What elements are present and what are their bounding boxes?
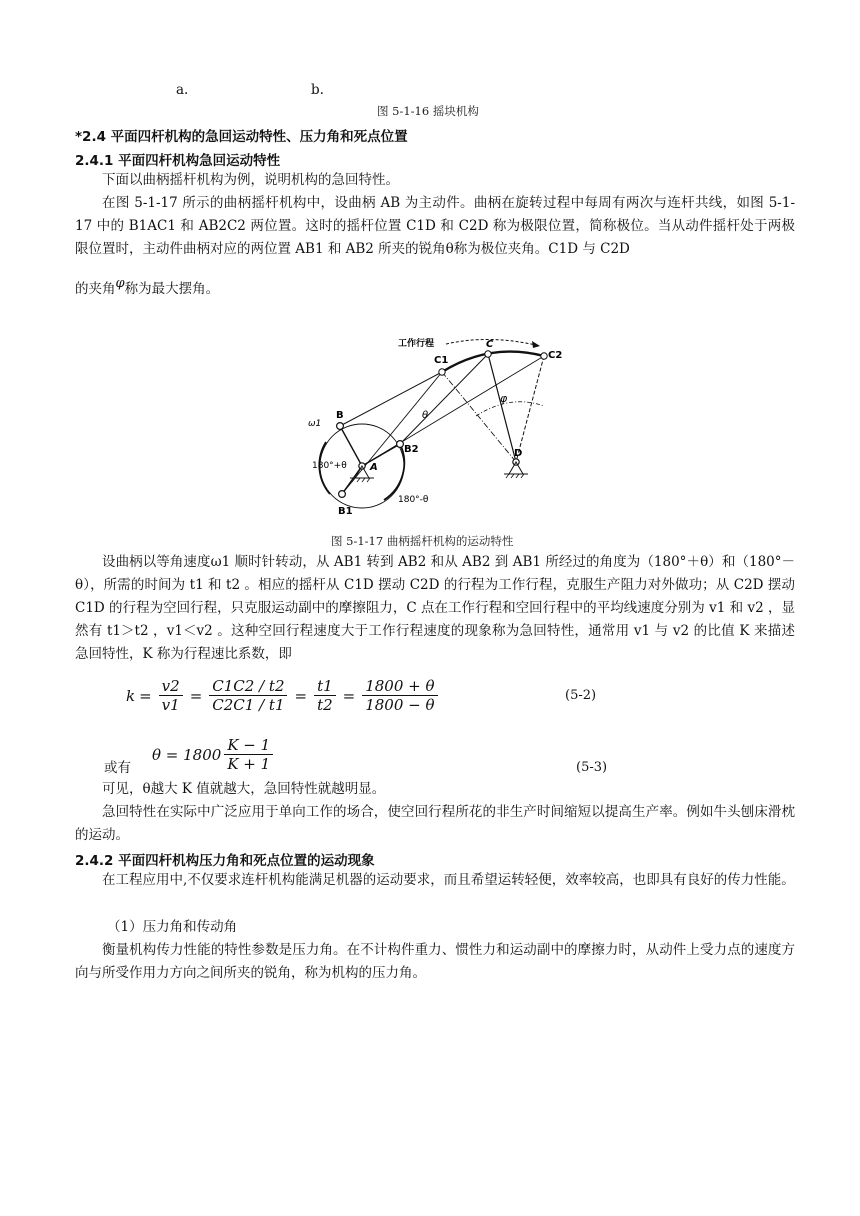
label-B: B — [336, 410, 344, 421]
phi-arc — [476, 402, 544, 416]
fig16-caption: 图 5-1-16 摇块机构 — [377, 104, 479, 118]
label-A: A — [370, 462, 378, 473]
paragraph-phi-line — [75, 272, 219, 301]
phi-symbol: φ — [115, 276, 125, 291]
paragraph-quick-return: 设曲柄以等角速度ω1 顺时针转动，从 AB1 转到 AB2 和从 AB2 到 AB1 所经过的角度为（180°＋θ）和（180°－θ），所需的时间为 t1 和 t2 。相应的摇杆从 C1D 摆动 C2D 的行程为工作行程，克服生产阻力对外做功；从 C2D 摆动 C1D 的行程为空回行程，只克服运动副中的摩擦阻力，C 点在工作行程和空回行程中的平均线速度分别为 v1 和 v2 ，显然有 t1＞t2 ，v1＜v2 。这种空回行程速度大于工作行程速度的现象称为急回特性，通常用 v1 与 v2 的比值 K 来描述急回特性，K 称为行程速比系数，即 — [75, 554, 795, 662]
work-stroke-arrowhead — [532, 341, 540, 348]
subsection-heading-242: 2.4.2 平面四杆机构压力角和死点位置的运动现象 — [75, 853, 375, 869]
paragraph-crank-rocker: 在图 5-1-17 所示的曲柄摇杆机构中，设曲柄 AB 为主动件。曲柄在旋转过程中每周有两次与连杆共线，如图 5-1-17 中的 B1AC1 和 AB2C2 两位置。这时的摇杆位置 C1D 和 C2D 称为极限位置，简称极位。当从动件摇杆处于两极限位置时，主动件曲柄对应的两位置 AB1 和 AB2 所夹的锐角θ称为极位夹角。C1D 与 C2D — [75, 195, 795, 257]
eq52-frac4: $\frac{1800 + \theta}{1800 - \theta}$ — [362, 677, 437, 714]
paragraph-applications: 急回特性在实际中广泛应用于单向工作的场合，使空回行程所花的非生产时间缩短以提高生产率。例如牛头刨床滑枕的运动。 — [75, 804, 795, 843]
list-item-pressure-angle: （1）压力角和传动角 — [107, 919, 238, 935]
joint-C2 — [541, 353, 547, 359]
eq53-lhs: θ = 1800 — [152, 745, 222, 764]
joint-C — [485, 351, 491, 357]
or-text: 或有 — [104, 760, 131, 776]
section-heading: *2.4 平面四杆机构的急回运动特性、压力角和死点位置 — [75, 129, 408, 145]
fig16-label-a: a. — [176, 82, 189, 98]
label-omega: ω1 — [308, 419, 322, 429]
label-C: C — [486, 339, 494, 350]
label-phi: φ — [500, 392, 508, 405]
ground-A-hatch — [352, 478, 370, 482]
rocker-C2D — [516, 356, 544, 462]
label-180-minus-theta: 180°-θ — [398, 495, 429, 505]
paragraph-intro: 下面以曲柄摇杆机构为例，说明机构的急回特性。 — [102, 172, 399, 188]
label-C1: C1 — [434, 355, 449, 366]
crank-AB — [340, 426, 362, 466]
crank-rocker-diagram — [300, 332, 580, 522]
rocker-CD — [488, 354, 516, 462]
label-theta: θ — [422, 410, 429, 421]
fig17-caption: 图 5-1-17 曲柄摇杆机构的运动特性 — [331, 534, 514, 548]
crank-AB2 — [362, 444, 400, 466]
equation-5-3-number: (5-3) — [576, 760, 608, 775]
eq52-frac3: $\frac{t1}{t2}$ — [314, 677, 336, 714]
joint-B1 — [339, 491, 346, 498]
label-B1: B1 — [338, 506, 353, 517]
ground-D-hatch — [506, 474, 524, 478]
eq52-frac2: $\frac{C1C2 / t2}{C2C1 / t1}$ — [209, 677, 287, 714]
coupler-B2-C — [400, 354, 488, 444]
label-B2: B2 — [404, 444, 419, 455]
rocker-arc — [442, 352, 544, 372]
paragraph-engineering: 在工程应用中,不仅要求连杆机构能满足机器的运动要求，而且希望运转轻便，效率较高，也即具有良好的传力性能。 — [102, 872, 795, 888]
work-stroke-label: 工作行程 — [398, 339, 435, 349]
joint-B — [337, 423, 344, 430]
equation-5-2-number: (5-2) — [565, 688, 597, 703]
subsection-heading-241: 2.4.1 平面四杆机构急回运动特性 — [75, 153, 281, 169]
paragraph-pressure-angle: 衡量机构传力性能的特性参数是压力角。在不计构件重力、惯性力和运动副中的摩擦力时，从动件上受力点的速度方向与所受作用力方向之间所夹的锐角，称为机构的压力角。 — [75, 942, 795, 981]
phi-line-post: 称为最大摆角。 — [124, 281, 220, 297]
joint-C1 — [439, 369, 445, 375]
line-B1-C1 — [342, 372, 442, 494]
phi-line-pre: 的夹角 — [75, 281, 116, 297]
fig16-label-b: b. — [311, 82, 324, 98]
label-C2: C2 — [548, 350, 563, 361]
label-D: D — [514, 448, 523, 459]
label-180-plus-theta: 180°+θ — [312, 461, 347, 471]
paragraph-conclusion: 可见，θ越大 K 值就越大，急回特性就越明显。 — [102, 781, 386, 797]
eq52-frac1: $\frac{v2}{v1}$ — [159, 677, 183, 714]
equation-5-2: k = $\frac{v2}{v1}$ = $\frac{C1C2 / t2}{C2C1 / t1}$ = $\frac{t1}{t2}$ = $\frac{1800 + \theta}{1800 - \theta}$ — [126, 677, 441, 714]
joint-B2 — [397, 441, 404, 448]
equation-5-3 — [152, 736, 276, 773]
crank-arc-minus — [384, 444, 404, 500]
eq52-k: k — [126, 686, 136, 705]
eq53-frac: $\frac{K - 1}{K + 1}$ — [224, 736, 273, 773]
